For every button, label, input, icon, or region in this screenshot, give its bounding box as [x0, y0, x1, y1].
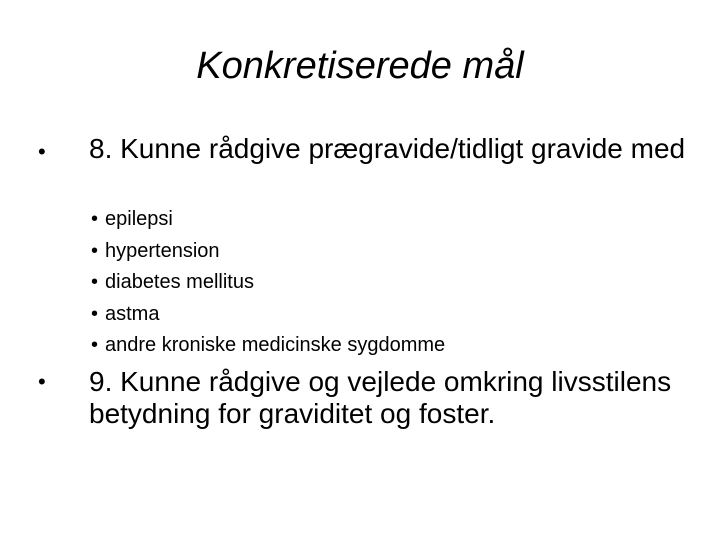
list-item-label: astma: [105, 302, 160, 325]
list-item: [91, 267, 445, 299]
slide-title: Konkretiserede mål: [196, 45, 524, 87]
list-item-label: diabetes mellitus: [105, 271, 254, 293]
list-item-label: epilepsi: [105, 208, 173, 230]
point-8-text: 8. Kunne rådgive prægravide/tidligt gravide med: [89, 133, 686, 164]
list-item-label: andre kroniske medicinske sygdomme: [105, 334, 446, 356]
list-item-label: hypertension: [105, 239, 220, 262]
bullet-marker: •: [38, 369, 46, 394]
bullet-marker: •: [38, 139, 46, 164]
sub-bullet-marker: •: [91, 271, 99, 293]
list-item: [91, 236, 445, 268]
list-item: [91, 330, 445, 362]
point-9-text: 9. Kunne rådgive og vejlede omkring livsstilens betydning for graviditet og foster.: [89, 366, 672, 429]
condition-list: [91, 204, 445, 362]
sub-bullet-marker: •: [91, 239, 99, 262]
sub-bullet-marker: •: [91, 334, 99, 356]
list-item: [91, 204, 445, 236]
sub-bullet-marker: •: [91, 208, 99, 230]
list-item: [91, 299, 445, 331]
sub-bullet-marker: •: [91, 302, 99, 325]
